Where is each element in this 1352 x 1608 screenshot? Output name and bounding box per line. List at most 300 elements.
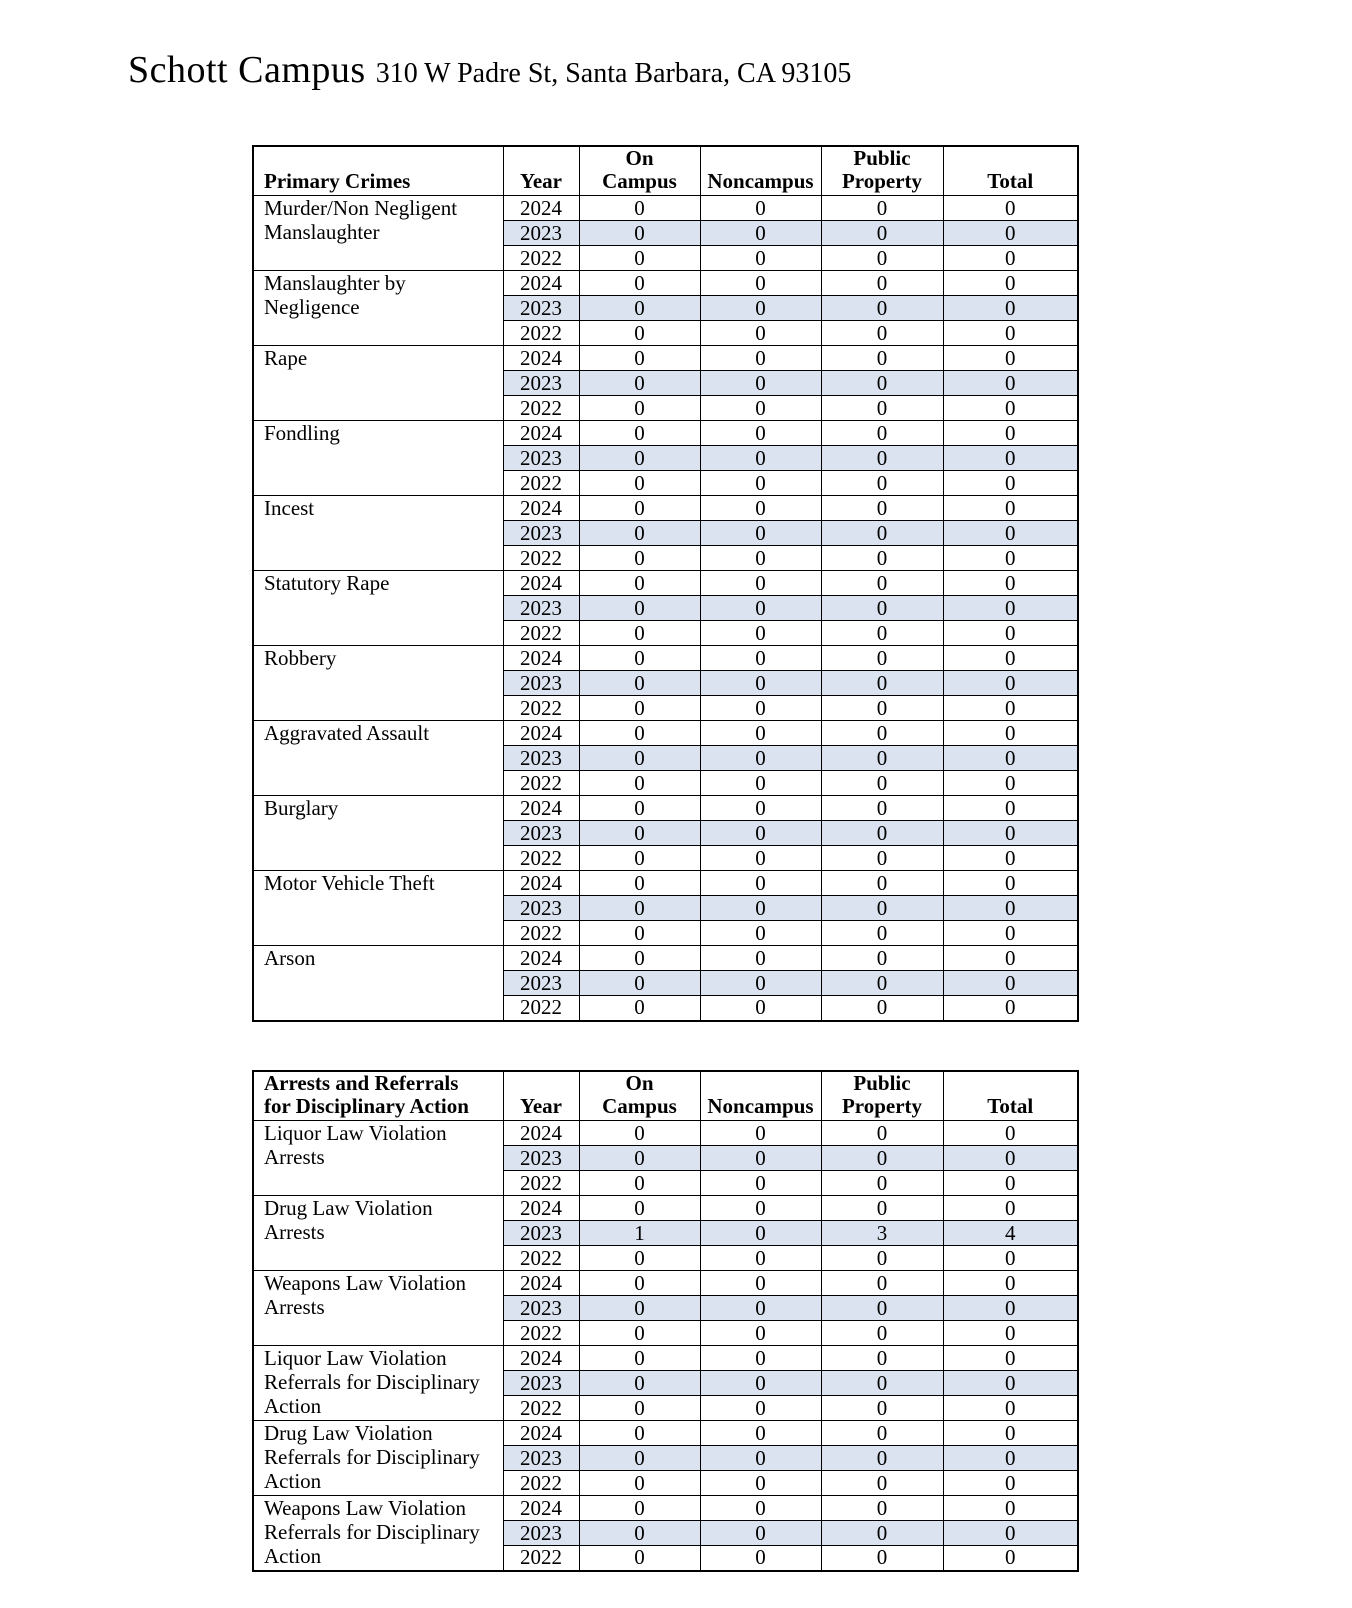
column-header: On Campus [579, 146, 700, 196]
value-cell: 0 [579, 1296, 700, 1321]
year-cell: 2023 [503, 1371, 579, 1396]
value-cell: 0 [700, 871, 821, 896]
value-cell: 0 [821, 546, 943, 571]
value-cell: 0 [943, 846, 1078, 871]
value-cell: 0 [579, 1446, 700, 1471]
value-cell: 0 [943, 946, 1078, 971]
value-cell: 0 [579, 1371, 700, 1396]
value-cell: 0 [579, 396, 700, 421]
value-cell: 0 [943, 1521, 1078, 1546]
value-cell: 0 [579, 1471, 700, 1496]
value-cell: 0 [821, 871, 943, 896]
value-cell: 0 [579, 521, 700, 546]
value-cell: 0 [821, 1346, 943, 1371]
value-cell: 0 [579, 796, 700, 821]
year-cell: 2024 [503, 1121, 579, 1146]
value-cell: 0 [821, 621, 943, 646]
value-cell: 4 [943, 1221, 1078, 1246]
value-cell: 0 [700, 346, 821, 371]
value-cell: 0 [821, 821, 943, 846]
category-cell: Manslaughter by Negligence [253, 271, 503, 346]
arrests-referrals-table [252, 1070, 1079, 1572]
year-cell: 2023 [503, 1446, 579, 1471]
value-cell: 0 [700, 746, 821, 771]
value-cell: 0 [821, 1271, 943, 1296]
value-cell: 0 [821, 321, 943, 346]
table-row [253, 1346, 1078, 1371]
value-cell: 0 [943, 1421, 1078, 1446]
value-cell: 0 [579, 1171, 700, 1196]
value-cell: 0 [943, 1196, 1078, 1221]
year-cell: 2024 [503, 496, 579, 521]
category-cell: Liquor Law Violation Referrals for Disciplinary Action [253, 1346, 503, 1421]
value-cell: 0 [579, 771, 700, 796]
value-cell: 0 [579, 596, 700, 621]
column-header: Noncampus [700, 146, 821, 196]
value-cell: 0 [943, 1146, 1078, 1171]
year-cell: 2023 [503, 821, 579, 846]
value-cell: 0 [943, 971, 1078, 996]
year-cell: 2022 [503, 1546, 579, 1571]
year-cell: 2022 [503, 1471, 579, 1496]
value-cell: 0 [943, 321, 1078, 346]
category-cell: Drug Law Violation Referrals for Disciplinary Action [253, 1421, 503, 1496]
value-cell: 0 [821, 346, 943, 371]
value-cell: 0 [579, 1196, 700, 1221]
year-cell: 2024 [503, 1421, 579, 1446]
value-cell: 0 [700, 1546, 821, 1571]
value-cell: 0 [943, 771, 1078, 796]
value-cell: 0 [579, 296, 700, 321]
value-cell: 0 [700, 221, 821, 246]
value-cell: 0 [700, 1196, 821, 1221]
year-cell: 2023 [503, 1521, 579, 1546]
value-cell: 0 [700, 296, 821, 321]
value-cell: 0 [821, 971, 943, 996]
header-row [253, 1071, 1078, 1121]
value-cell: 0 [943, 1271, 1078, 1296]
value-cell: 0 [943, 1246, 1078, 1271]
value-cell: 0 [700, 1296, 821, 1321]
value-cell: 0 [821, 371, 943, 396]
value-cell: 0 [943, 1496, 1078, 1521]
year-cell: 2022 [503, 396, 579, 421]
year-cell: 2022 [503, 1321, 579, 1346]
year-cell: 2022 [503, 546, 579, 571]
value-cell: 3 [821, 1221, 943, 1246]
value-cell: 0 [700, 821, 821, 846]
value-cell: 0 [943, 871, 1078, 896]
value-cell: 0 [943, 696, 1078, 721]
year-cell: 2024 [503, 271, 579, 296]
column-header: Total [943, 1071, 1078, 1121]
year-cell: 2024 [503, 871, 579, 896]
value-cell: 0 [700, 1471, 821, 1496]
column-header: Year [503, 1071, 579, 1121]
value-cell: 0 [579, 446, 700, 471]
value-cell: 0 [700, 1496, 821, 1521]
value-cell: 0 [821, 196, 943, 221]
year-cell: 2024 [503, 721, 579, 746]
value-cell: 0 [821, 471, 943, 496]
category-cell: Drug Law Violation Arrests [253, 1196, 503, 1271]
year-cell: 2022 [503, 846, 579, 871]
value-cell: 0 [700, 421, 821, 446]
value-cell: 0 [943, 1296, 1078, 1321]
value-cell: 0 [821, 271, 943, 296]
year-cell: 2023 [503, 1146, 579, 1171]
value-cell: 0 [821, 1521, 943, 1546]
category-cell: Murder/Non Negligent Manslaughter [253, 196, 503, 271]
value-cell: 0 [579, 1521, 700, 1546]
primary-crimes-title: Primary Crimes [253, 146, 503, 196]
category-cell: Robbery [253, 646, 503, 721]
value-cell: 0 [943, 221, 1078, 246]
value-cell: 0 [943, 246, 1078, 271]
category-cell: Statutory Rape [253, 571, 503, 646]
value-cell: 0 [821, 846, 943, 871]
year-cell: 2024 [503, 1196, 579, 1221]
year-cell: 2022 [503, 621, 579, 646]
value-cell: 0 [700, 496, 821, 521]
table-row [253, 346, 1078, 371]
value-cell: 0 [579, 346, 700, 371]
value-cell: 0 [821, 596, 943, 621]
year-cell: 2024 [503, 421, 579, 446]
value-cell: 0 [579, 221, 700, 246]
value-cell: 0 [579, 196, 700, 221]
value-cell: 0 [943, 496, 1078, 521]
value-cell: 0 [821, 571, 943, 596]
value-cell: 0 [700, 521, 821, 546]
value-cell: 0 [579, 546, 700, 571]
value-cell: 0 [700, 596, 821, 621]
value-cell: 0 [821, 1471, 943, 1496]
value-cell: 0 [579, 271, 700, 296]
table-row [253, 796, 1078, 821]
year-cell: 2023 [503, 896, 579, 921]
primary-crimes-table-head [253, 146, 1078, 196]
value-cell: 0 [943, 896, 1078, 921]
value-cell: 0 [943, 1446, 1078, 1471]
value-cell: 0 [700, 546, 821, 571]
value-cell: 0 [943, 1346, 1078, 1371]
value-cell: 0 [821, 396, 943, 421]
value-cell: 0 [700, 621, 821, 646]
value-cell: 0 [700, 721, 821, 746]
value-cell: 0 [579, 971, 700, 996]
value-cell: 0 [700, 446, 821, 471]
value-cell: 0 [821, 1296, 943, 1321]
value-cell: 0 [821, 496, 943, 521]
value-cell: 0 [700, 321, 821, 346]
value-cell: 0 [700, 971, 821, 996]
value-cell: 0 [821, 296, 943, 321]
value-cell: 0 [821, 771, 943, 796]
value-cell: 0 [821, 721, 943, 746]
value-cell: 0 [821, 746, 943, 771]
year-cell: 2022 [503, 771, 579, 796]
year-cell: 2023 [503, 1221, 579, 1246]
value-cell: 0 [700, 671, 821, 696]
value-cell: 0 [700, 646, 821, 671]
value-cell: 0 [943, 396, 1078, 421]
column-header: Noncampus [700, 1071, 821, 1121]
table-row [253, 721, 1078, 746]
value-cell: 0 [943, 446, 1078, 471]
year-cell: 2024 [503, 346, 579, 371]
year-cell: 2023 [503, 521, 579, 546]
value-cell: 0 [943, 1546, 1078, 1571]
category-cell: Weapons Law Violation Referrals for Disciplinary Action [253, 1496, 503, 1571]
value-cell: 0 [579, 1346, 700, 1371]
value-cell: 0 [821, 1421, 943, 1446]
value-cell: 0 [943, 1171, 1078, 1196]
value-cell: 0 [700, 1321, 821, 1346]
year-cell: 2024 [503, 1271, 579, 1296]
value-cell: 0 [821, 1496, 943, 1521]
category-cell: Motor Vehicle Theft [253, 871, 503, 946]
value-cell: 0 [579, 646, 700, 671]
column-header: Year [503, 146, 579, 196]
value-cell: 0 [821, 671, 943, 696]
value-cell: 0 [579, 821, 700, 846]
value-cell: 0 [579, 1246, 700, 1271]
value-cell: 0 [821, 1196, 943, 1221]
category-cell: Arson [253, 946, 503, 1021]
year-cell: 2022 [503, 1171, 579, 1196]
value-cell: 0 [821, 1546, 943, 1571]
value-cell: 0 [579, 1496, 700, 1521]
value-cell: 0 [579, 1421, 700, 1446]
value-cell: 0 [700, 1221, 821, 1246]
value-cell: 0 [700, 696, 821, 721]
table-row [253, 1121, 1078, 1146]
value-cell: 0 [943, 1321, 1078, 1346]
value-cell: 0 [579, 696, 700, 721]
value-cell: 0 [700, 1121, 821, 1146]
value-cell: 0 [821, 1246, 943, 1271]
primary-crimes-table-body [253, 196, 1078, 1021]
table-row [253, 571, 1078, 596]
value-cell: 0 [821, 1446, 943, 1471]
value-cell: 0 [579, 1271, 700, 1296]
value-cell: 0 [579, 371, 700, 396]
value-cell: 0 [943, 371, 1078, 396]
value-cell: 0 [579, 746, 700, 771]
value-cell: 0 [700, 371, 821, 396]
arrests-referrals-table-body [253, 1121, 1078, 1571]
value-cell: 0 [700, 771, 821, 796]
value-cell: 0 [700, 896, 821, 921]
value-cell: 0 [700, 1446, 821, 1471]
table-row [253, 646, 1078, 671]
year-cell: 2022 [503, 921, 579, 946]
year-cell: 2023 [503, 596, 579, 621]
value-cell: 0 [579, 946, 700, 971]
value-cell: 0 [821, 996, 943, 1021]
value-cell: 0 [700, 471, 821, 496]
arrests-referrals-table-head [253, 1071, 1078, 1121]
value-cell: 0 [700, 1146, 821, 1171]
year-cell: 2022 [503, 246, 579, 271]
page-header [128, 48, 851, 92]
value-cell: 0 [943, 521, 1078, 546]
table-row [253, 271, 1078, 296]
value-cell: 0 [943, 621, 1078, 646]
year-cell: 2023 [503, 446, 579, 471]
value-cell: 0 [943, 271, 1078, 296]
year-cell: 2023 [503, 746, 579, 771]
year-cell: 2022 [503, 321, 579, 346]
column-header: Public Property [821, 1071, 943, 1121]
table-row [253, 421, 1078, 446]
value-cell: 0 [821, 646, 943, 671]
table-row [253, 196, 1078, 221]
value-cell: 0 [943, 546, 1078, 571]
value-cell: 0 [579, 1546, 700, 1571]
primary-crimes-table [252, 145, 1079, 1022]
value-cell: 0 [579, 621, 700, 646]
year-cell: 2024 [503, 196, 579, 221]
year-cell: 2024 [503, 796, 579, 821]
value-cell: 0 [700, 1421, 821, 1446]
table-row [253, 871, 1078, 896]
value-cell: 0 [579, 871, 700, 896]
value-cell: 0 [943, 346, 1078, 371]
value-cell: 0 [700, 1396, 821, 1421]
year-cell: 2024 [503, 946, 579, 971]
value-cell: 0 [579, 721, 700, 746]
value-cell: 0 [700, 271, 821, 296]
column-header: Public Property [821, 146, 943, 196]
value-cell: 0 [700, 946, 821, 971]
value-cell: 0 [700, 996, 821, 1021]
value-cell: 0 [943, 1371, 1078, 1396]
value-cell: 0 [943, 721, 1078, 746]
table-row [253, 1271, 1078, 1296]
value-cell: 0 [821, 1146, 943, 1171]
year-cell: 2022 [503, 996, 579, 1021]
value-cell: 0 [700, 1171, 821, 1196]
value-cell: 0 [579, 571, 700, 596]
value-cell: 0 [579, 421, 700, 446]
value-cell: 0 [579, 1321, 700, 1346]
year-cell: 2024 [503, 571, 579, 596]
value-cell: 0 [579, 246, 700, 271]
year-cell: 2022 [503, 1246, 579, 1271]
value-cell: 0 [700, 1521, 821, 1546]
value-cell: 0 [943, 921, 1078, 946]
value-cell: 0 [821, 921, 943, 946]
value-cell: 0 [579, 921, 700, 946]
year-cell: 2022 [503, 471, 579, 496]
value-cell: 0 [943, 1121, 1078, 1146]
year-cell: 2023 [503, 671, 579, 696]
value-cell: 0 [700, 1271, 821, 1296]
value-cell: 0 [700, 246, 821, 271]
table-row [253, 1196, 1078, 1221]
category-cell: Rape [253, 346, 503, 421]
value-cell: 0 [700, 921, 821, 946]
table-row [253, 946, 1078, 971]
value-cell: 0 [821, 1121, 943, 1146]
value-cell: 0 [943, 1471, 1078, 1496]
arrests-referrals-title: Arrests and Referrals for Disciplinary Action [253, 1071, 503, 1121]
value-cell: 0 [821, 421, 943, 446]
value-cell: 0 [700, 1346, 821, 1371]
value-cell: 0 [943, 571, 1078, 596]
year-cell: 2023 [503, 221, 579, 246]
year-cell: 2023 [503, 296, 579, 321]
value-cell: 0 [579, 996, 700, 1021]
value-cell: 0 [700, 1371, 821, 1396]
page-title: Schott Campus [128, 49, 366, 91]
value-cell: 0 [579, 1121, 700, 1146]
value-cell: 0 [579, 471, 700, 496]
category-cell: Aggravated Assault [253, 721, 503, 796]
value-cell: 0 [579, 846, 700, 871]
value-cell: 0 [821, 446, 943, 471]
value-cell: 0 [821, 521, 943, 546]
year-cell: 2024 [503, 1346, 579, 1371]
year-cell: 2023 [503, 1296, 579, 1321]
value-cell: 0 [943, 671, 1078, 696]
value-cell: 0 [579, 1146, 700, 1171]
value-cell: 0 [821, 1371, 943, 1396]
value-cell: 0 [700, 1246, 821, 1271]
header-row [253, 146, 1078, 196]
year-cell: 2023 [503, 971, 579, 996]
value-cell: 0 [579, 671, 700, 696]
value-cell: 0 [579, 321, 700, 346]
value-cell: 1 [579, 1221, 700, 1246]
value-cell: 0 [943, 421, 1078, 446]
value-cell: 0 [579, 896, 700, 921]
year-cell: 2023 [503, 371, 579, 396]
value-cell: 0 [821, 896, 943, 921]
value-cell: 0 [943, 821, 1078, 846]
category-cell: Liquor Law Violation Arrests [253, 1121, 503, 1196]
value-cell: 0 [943, 646, 1078, 671]
year-cell: 2024 [503, 1496, 579, 1521]
value-cell: 0 [943, 196, 1078, 221]
value-cell: 0 [579, 496, 700, 521]
table-row [253, 1421, 1078, 1446]
table-row [253, 1496, 1078, 1521]
category-cell: Weapons Law Violation Arrests [253, 1271, 503, 1346]
value-cell: 0 [700, 196, 821, 221]
value-cell: 0 [821, 1321, 943, 1346]
value-cell: 0 [821, 946, 943, 971]
value-cell: 0 [821, 1396, 943, 1421]
category-cell: Incest [253, 496, 503, 571]
value-cell: 0 [943, 996, 1078, 1021]
value-cell: 0 [700, 846, 821, 871]
value-cell: 0 [943, 471, 1078, 496]
page-subtitle: 310 W Padre St, Santa Barbara, CA 93105 [375, 58, 852, 89]
year-cell: 2024 [503, 646, 579, 671]
value-cell: 0 [943, 796, 1078, 821]
value-cell: 0 [700, 796, 821, 821]
value-cell: 0 [821, 796, 943, 821]
category-cell: Burglary [253, 796, 503, 871]
year-cell: 2022 [503, 1396, 579, 1421]
table-row [253, 496, 1078, 521]
value-cell: 0 [821, 696, 943, 721]
value-cell: 0 [821, 1171, 943, 1196]
column-header: On Campus [579, 1071, 700, 1121]
